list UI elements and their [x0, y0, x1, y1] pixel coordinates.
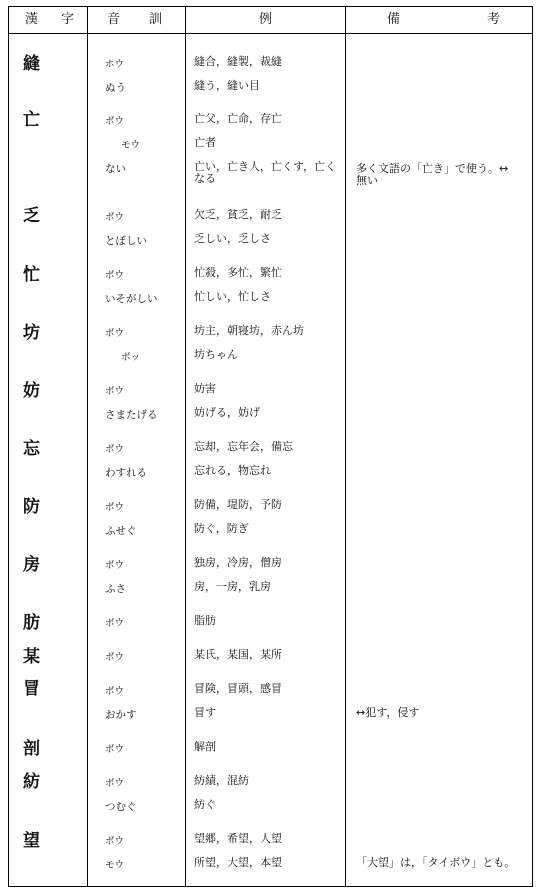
example-cell: 忘却，忘年会，備忘 — [194, 440, 293, 453]
kanji-cell: 房 — [23, 555, 40, 575]
reading-cell: ボウ — [105, 778, 125, 789]
reading-cell: モウ — [105, 860, 125, 871]
reading-cell: ボウ — [105, 744, 125, 755]
header-kanji-1: 漢 — [25, 12, 39, 27]
kanji-cell: 乏 — [23, 206, 40, 226]
reading-cell: さまたげる — [105, 409, 158, 421]
note-cell: 「大望」は，「タイボウ」とも。 — [356, 856, 516, 869]
example-cell: 縫う，縫い目 — [194, 79, 260, 92]
example-cell: 欠乏，貧乏，耐乏 — [194, 208, 282, 221]
example-cell: 解剖 — [194, 740, 216, 753]
reading-cell: ボウ — [105, 270, 125, 281]
example-cell: 忙しい，忙しさ — [194, 290, 271, 303]
reading-cell: いそがしい — [105, 293, 158, 305]
kanji-cell: 忙 — [23, 265, 40, 285]
reading-cell: おかす — [105, 709, 137, 721]
kanji-cell: 望 — [23, 831, 40, 851]
reading-cell: わすれる — [105, 467, 147, 479]
kanji-cell: 肪 — [23, 613, 40, 633]
example-cell: 妨げる，妨げ — [194, 406, 260, 419]
header-reading-2: 訓 — [149, 12, 163, 27]
example-cell: 忙殺，多忙，繁忙 — [194, 266, 282, 279]
reading-cell: ボウ — [105, 386, 125, 397]
example-cell: 縫合，縫製，裁縫 — [194, 55, 282, 68]
kanji-cell: 亡 — [23, 110, 40, 130]
example-cell: 独房，冷房，僧房 — [194, 556, 282, 569]
example-cell: 紡ぐ — [194, 798, 216, 811]
header-note-1: 備 — [387, 12, 401, 27]
example-cell: 坊ちゃん — [194, 348, 238, 361]
kanji-reading-table — [8, 6, 533, 887]
reading-cell: ボウ — [105, 686, 125, 697]
reading-cell: とぼしい — [105, 235, 147, 247]
example-cell: 冒険，冒頭，感冒 — [194, 682, 282, 695]
note-cell: ↔犯す，侵す — [356, 706, 420, 719]
kanji-cell: 剖 — [23, 739, 40, 759]
reading-cell: モウ — [121, 140, 141, 151]
table-body — [9, 7, 532, 886]
kanji-cell: 某 — [23, 647, 40, 667]
example-cell: 望郷，希望，人望 — [194, 832, 282, 845]
reading-cell: ボウ — [105, 560, 125, 571]
kanji-cell: 坊 — [23, 323, 40, 343]
example-cell: 坊主，朝寝坊，赤ん坊 — [194, 324, 304, 337]
header-note-2: 考 — [487, 12, 501, 27]
reading-cell: ボウ — [105, 652, 125, 663]
kanji-cell: 妨 — [23, 381, 40, 401]
reading-cell: ふせぐ — [105, 525, 137, 537]
reading-cell: ボッ — [121, 352, 141, 363]
reading-cell: ボウ — [105, 444, 125, 455]
header-kanji-2: 字 — [61, 12, 75, 27]
example-cell: 亡い，亡き人，亡くす，亡くなる — [194, 160, 337, 185]
reading-cell: ふさ — [105, 583, 126, 595]
reading-cell: ボウ — [105, 116, 125, 127]
example-cell: 房，一房，乳房 — [194, 580, 271, 593]
kanji-cell: 紡 — [23, 772, 40, 792]
kanji-cell: 縫 — [23, 54, 40, 74]
header-reading-1: 音 — [107, 12, 121, 27]
kanji-cell: 忘 — [23, 439, 40, 459]
example-cell: 某氏，某国，某所 — [194, 648, 282, 661]
reading-cell: ボウ — [105, 212, 125, 223]
example-cell: 忘れる，物忘れ — [194, 464, 271, 477]
kanji-cell: 冒 — [23, 679, 40, 699]
reading-cell: つむぐ — [105, 801, 137, 813]
kanji-cell: 防 — [23, 497, 40, 517]
reading-cell: ボウ — [105, 502, 125, 513]
example-cell: 脂肪 — [194, 614, 216, 627]
example-cell: 防ぐ，防ぎ — [194, 522, 249, 535]
example-cell: 所望，大望，本望 — [194, 856, 282, 869]
reading-cell: ボウ — [105, 618, 125, 629]
example-cell: 乏しい，乏しさ — [194, 232, 271, 245]
example-cell: 防備，堤防，予防 — [194, 498, 282, 511]
example-cell: 冒す — [194, 706, 216, 719]
reading-cell: ない — [105, 163, 126, 175]
example-cell: 妨害 — [194, 382, 216, 395]
reading-cell: ホウ — [105, 59, 125, 70]
note-cell: 多く文語の「亡き」で使う。↔無い — [356, 162, 509, 187]
reading-cell: ボウ — [105, 836, 125, 847]
reading-cell: ボウ — [105, 328, 125, 339]
example-cell: 亡者 — [194, 136, 216, 149]
example-cell: 亡父，亡命，存亡 — [194, 112, 282, 125]
example-cell: 紡績，混紡 — [194, 774, 249, 787]
header-example: 例 — [259, 12, 273, 27]
reading-cell: ぬう — [105, 82, 126, 94]
